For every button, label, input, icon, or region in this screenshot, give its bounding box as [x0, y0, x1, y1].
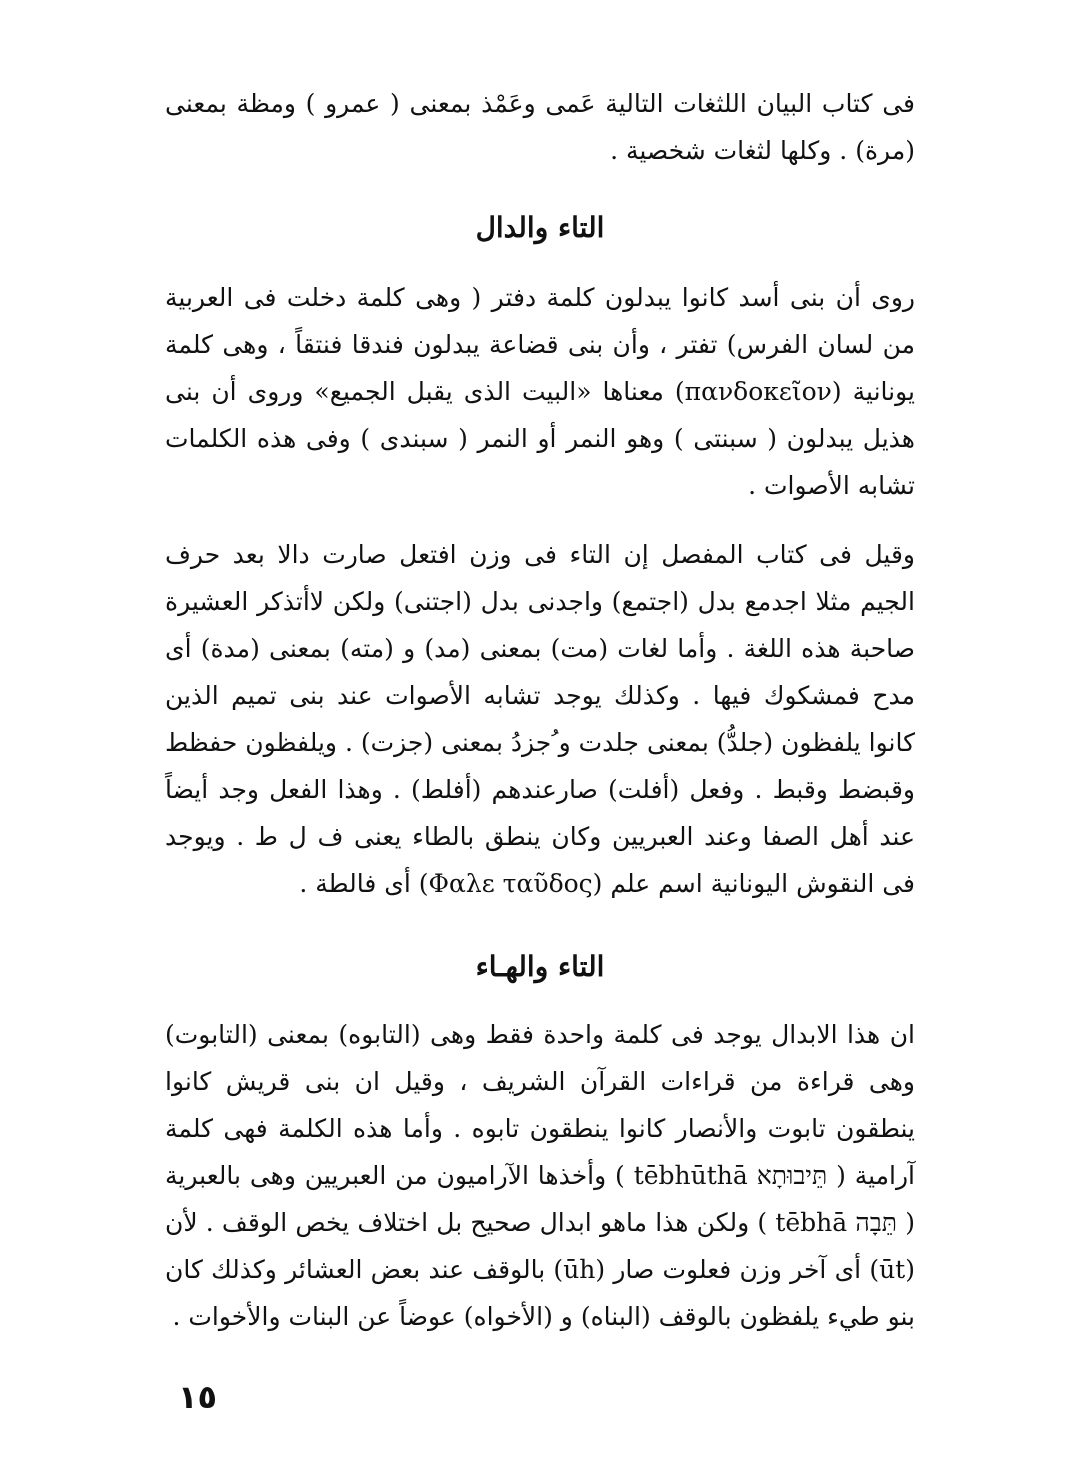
paragraph-gap [165, 509, 915, 531]
paragraph-taa-haa-1: ان هذا الابدال يوجد فى كلمة واحدة فقط وهى (التابوه) بمعنى (التابوت) وهى قراءة من قراءات القرآن الشريف ، وقيل ان بنى قريش كانوا ينطقون تابوت والأنصار كانوا ينطقون تابوه . وأما هذه الكلمة فهى كلمة آرامية ( תֵּיבוּתָא tēbhūthā ) وأخذها الآراميون من العبريين وهى بالعبرية ( תֵּבָה tēbhā ) ولكن هذا ماهو ابدال صحيح بل اختلاف يخص الوقف . لأن (ūt) أى آخر وزن فعلوت صار (ūh) بالوقف عند بعض العشائر وكذلك كان بنو طيء يلفظون بالوقف (البناه) و (الأخواه) عوضاً عن البنات والأخوات . [165, 1020, 915, 1331]
section-heading-taa-dal: التاء والدال [475, 211, 605, 244]
page-number: ١٥ [178, 1378, 218, 1416]
intro-paragraph: فى كتاب البيان اللثغات التالية عَمى وعَمْذ بمعنى ( عمرو ) ومظة بمعنى (مرة) . وكلها لثغات شخصية . [165, 89, 915, 165]
paragraph-taa-dal-1: روى أن بنى أسد كانوا يبدلون كلمة دفتر ( وهى كلمة دخلت فى العربية من لسان الفرس) تفتر ، وأن بنى قضاعة يبدلون فندقا فنتقاً ، وهى كلمة يونانية (πανδοκεῖον) معناها «البيت الذى يقبل الجميع» وروى أن بنى هذيل يبدلون ( سبنتى ) وهو النمر أو النمر ( سبندى ) وفى هذه الكلمات تشابه الأصوات . [165, 283, 915, 500]
paragraph-taa-dal-2: وقيل فى كتاب المفصل إن التاء فى وزن افتعل صارت دالا بعد حرف الجيم مثلا اجدمع بدل (اجتمع) واجدنى بدل (اجتنى) ولكن لاأتذكر العشيرة صاحبة هذه اللغة . وأما لغات (مت) بمعنى (مد) و (مته) بمعنى (مدة) أى مدح فمشكوك فيها . وكذلك يوجد تشابه الأصوات عند بنى تميم الذين كانوا يلفظون (جلدُّ) بمعنى جلدت و ُجزدُ بمعنى (جزت) . ويلفظون حفظط وقبضط وقبط . وفعل (أفلت) صارعندهم (أفلط) . وهذا الفعل وجد أيضاً عند أهل الصفا وعند العبريين وكان ينطق بالطاء يعنى ف ل ط . ويوجد فى النقوش اليونانية اسم علم (Φαλε ταῦδος) أى فالطة . [164, 540, 915, 898]
book-page [165, 80, 915, 1440]
section-heading-taa-haa: التاء والهـاء [475, 950, 605, 983]
